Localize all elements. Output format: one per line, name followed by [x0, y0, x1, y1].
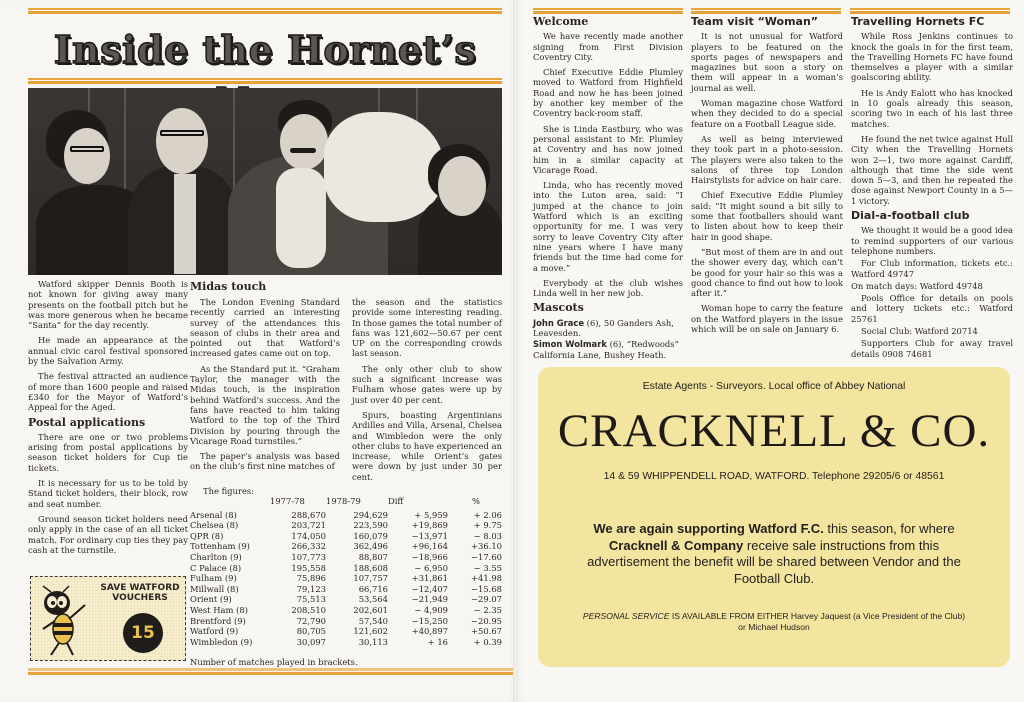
advert-service-text [578, 611, 970, 633]
mascot-entry [533, 339, 683, 360]
value-cell: +40,897 [411, 626, 448, 637]
paragraph: Watford skipper Dennis Booth is not known for giving away many presents on the football pitch but he was more generous when he became “Santa” for the day recently. [28, 279, 188, 331]
value-cell: − 2.35 [473, 604, 502, 615]
value-cell: 88,807 [358, 551, 388, 562]
value-cell: + 9.75 [473, 520, 502, 531]
paragraph: It is not unusual for Watford players to be featured on the sports pages of newspapers and magazines but soon a story on them will appear in a woman’s journal as well. [691, 31, 843, 93]
club-cell: Orient (9) [190, 594, 232, 605]
value-cell: 66,716 [358, 583, 388, 594]
value-cell: 30,113 [358, 636, 388, 647]
woman-column [691, 15, 843, 339]
value-cell: −15.68 [471, 583, 502, 594]
orange-rule [850, 8, 1010, 14]
page-title: Inside the Hornet’s [53, 27, 477, 72]
woman-heading: Team visit “Woman” [691, 15, 819, 28]
dial-section [851, 211, 1013, 359]
mascot-details: (6), “Redwoods” California Lane, Bushey Heath. [533, 339, 679, 360]
value-cell: + 5,959 [414, 509, 448, 520]
advert-text: IS AVAILABLE FROM EITHER Harvey Jaquest (a Vice President of the Club) or Michael Hudson [669, 611, 966, 632]
paragraph: The paper’s analysis was based on the club’s first nine matches of [190, 451, 340, 472]
phone-entry: Supporters Club for away travel details 0908 74681 [851, 338, 1013, 359]
paragraph: The London Evening Standard recently carried an interesting survey of the attendances this season of clubs in their area and pointed out that Watford’s increased gates came out on top. [190, 297, 340, 359]
paragraph: the season and the statistics provide some interesting reading. In those games the total number of fans was 121,602—50.67 per cent UP on the corresponding crowds last season. [352, 297, 502, 359]
travelling-column [851, 15, 1013, 361]
attendance-table [190, 496, 502, 647]
value-cell: +19,869 [411, 520, 448, 531]
advert-italic-text: PERSONAL SERVICE [582, 611, 670, 621]
voucher-title: SAVE WATFORD VOUCHERS [100, 583, 180, 603]
advert-bold-text: We are again supporting Watford F.C. [593, 521, 824, 536]
mascot-name: Simon Wolmark [533, 339, 607, 350]
club-cell: Wimbledon (9) [190, 636, 253, 647]
table-row [190, 594, 502, 605]
midas-column-2 [352, 297, 502, 487]
value-cell: + 16 [427, 636, 448, 647]
paragraph: The only other club to show such a significant increase was Fulham whose gates were up by just over 40 per cent. [352, 363, 502, 405]
value-cell: −20.95 [471, 615, 502, 626]
paragraph: Spurs, boasting Argentinians Ardilles and Villa, Arsenal, Chelsea and Wimbledon were the only other clubs to have experienced an increase, while Orient’s gates were down by just under 30 per cent. [352, 409, 502, 482]
value-cell: − 8.03 [473, 530, 502, 541]
phone-entry: Social Club: Watford 20714 [861, 326, 978, 337]
value-cell: 362,496 [353, 541, 388, 552]
column-header: 1978-79 [326, 496, 361, 506]
value-cell: +31,861 [411, 573, 448, 584]
table-row [190, 605, 502, 616]
table-row [190, 563, 502, 574]
travelling-heading: Travelling Hornets FC [851, 15, 985, 28]
column-header: 1977-78 [270, 496, 305, 506]
value-cell: 174,050 [291, 530, 326, 541]
value-cell: +50.67 [471, 626, 502, 637]
column-header: Diff [388, 496, 404, 506]
club-cell: Brentford (9) [190, 615, 246, 626]
value-cell: 53,564 [358, 594, 388, 605]
value-cell: 266,332 [291, 541, 326, 552]
value-cell: 107,757 [353, 573, 388, 584]
table-row [190, 531, 502, 542]
phone-entry: Pools Office for details on pools and lottery tickets etc.: Watford 25761 [851, 293, 1013, 324]
paragraph: He found the net twice against Hull City when the Travelling Hornets won 2—1, two more against Cardiff, although that time the side went down 5—3, and then he repeated the dose against Newport County in a 5—1 victory. [851, 133, 1013, 206]
value-cell: 80,705 [296, 626, 326, 637]
value-cell: 79,123 [296, 583, 326, 594]
value-cell: +36.10 [471, 541, 502, 552]
advert-company-name: CRACKNELL & CO. [557, 405, 991, 457]
club-cell: Tottenham (9) [190, 541, 250, 552]
mascots-section [533, 303, 683, 359]
value-cell: −18,966 [411, 551, 448, 562]
paragraph: Ground season ticket holders need only apply in the case of an all ticket match. For ordinary cup ties they pay cash at the turnstile. [28, 513, 188, 555]
value-cell: 121,602 [353, 626, 388, 637]
voucher-coupon [30, 576, 186, 661]
advert-text: this season, for where [823, 521, 955, 536]
value-cell: 72,790 [296, 615, 326, 626]
value-cell: 75,513 [296, 594, 326, 605]
paragraph: As well as being interviewed they took part in a photo-session. The players were also taken to the salons of three top London Hairstylists for advice on hair care. [691, 133, 843, 186]
table-row [190, 573, 502, 584]
club-cell: Millwall (8) [190, 583, 239, 594]
column-header: % [472, 496, 480, 506]
value-cell: 30,097 [296, 636, 326, 647]
table-row [190, 510, 502, 521]
paragraph: Linda, who has recently moved into the Luton area, said: “I jumped at the chance to join Watford which is an exciting opportunity for me. I was very sorry to leave Coventry City after nine years where I have many friends but the time had come for a move.” [533, 180, 683, 273]
orange-rule [28, 668, 514, 675]
paragraph: Woman magazine chose Watford when they decided to do a special feature on a Football League side. [691, 98, 843, 129]
table-row [190, 626, 502, 637]
value-cell: +41.98 [471, 573, 502, 584]
dial-heading: Dial-a-football club [851, 209, 970, 223]
orange-rule [28, 78, 502, 84]
hornet-mascot-icon [37, 585, 93, 657]
club-cell: Charlton (9) [190, 551, 242, 562]
paragraph: She is Linda Eastbury, who was personal assistant to Mr. Plumley at Coventry and has now joined him in a similar capacity at Vicarage Road. [533, 123, 683, 175]
table-header-row [190, 496, 502, 510]
value-cell: 288,670 [291, 509, 326, 520]
welcome-column [533, 15, 683, 361]
table-row [190, 520, 502, 531]
value-cell: 188,608 [353, 562, 388, 573]
paragraph: “But most of them are in and out the shower every day, which can’t be good for your hair so this was a good chance to find out how to look after it.” [691, 246, 843, 299]
figures-label: The figures: [203, 486, 255, 496]
value-cell: 208,510 [291, 604, 326, 615]
club-cell: Chelsea (8) [190, 520, 239, 531]
club-cell: Fulham (9) [190, 573, 237, 584]
mascot-name: John Grace [533, 317, 585, 328]
paragraph: He made an appearance at the annual civic carol festival sponsored by the Salvation Army. [28, 335, 188, 367]
club-cell: West Ham (8) [190, 604, 248, 615]
paragraph: Chief Executive Eddie Plumley moved to Watford from Highfield Road and now he has been joined by another key member of the Coventry back-room staff. [533, 67, 683, 119]
value-cell: −21,949 [411, 594, 448, 605]
value-cell: − 3.55 [473, 562, 502, 573]
value-cell: + 2.06 [473, 509, 502, 520]
value-cell: − 4,909 [414, 604, 448, 615]
value-cell: 202,601 [353, 604, 388, 615]
postal-heading: Postal applications [28, 415, 146, 429]
value-cell: − 6,950 [414, 562, 448, 573]
table-row [190, 584, 502, 595]
value-cell: 160,079 [353, 530, 388, 541]
paragraph: We have recently made another signing from First Division Coventry City. [533, 31, 683, 62]
mascot-entry [533, 318, 683, 339]
paragraph: Woman hope to carry the feature on the Watford players in the issue which will be on sale on January 6. [691, 303, 843, 335]
advert-address: 14 & 59 WHIPPENDELL ROAD, WATFORD. Telephone 29205/6 or 48561 [603, 471, 945, 482]
club-cell: Arsenal (8) [190, 509, 237, 520]
mascots-heading: Mascots [533, 301, 584, 315]
advert-bold-text: Cracknell & Company [608, 537, 744, 553]
table-row [190, 541, 502, 552]
advert-tagline: Estate Agents - Surveyors. Local office of Abbey National [642, 381, 906, 392]
table-row [190, 616, 502, 627]
value-cell: −17.60 [471, 551, 502, 562]
value-cell: −15,250 [411, 615, 448, 626]
value-cell: 57,540 [358, 615, 388, 626]
value-cell: −13,971 [411, 530, 448, 541]
mascot-details: (6), 50 Ganders Ash, Leavesden. [533, 317, 674, 339]
paragraph: Everybody at the club wishes Linda well in her new job. [533, 277, 683, 299]
value-cell: 203,721 [291, 520, 326, 531]
value-cell: 107,773 [291, 551, 326, 562]
advert-support-text [578, 521, 970, 587]
paragraph: We thought it would be a good idea to remind supporters of our various telephone numbers. [851, 225, 1013, 256]
table-body [190, 510, 502, 648]
value-cell: −12,407 [411, 583, 448, 594]
paragraph: Chief Executive Eddie Plumley said: “It might sound a bit silly to some that footballers should want to listen about how to keep their hair in good shape. [691, 190, 843, 242]
column-header [190, 496, 270, 510]
phone-entry: On match days: Watford 49748 [851, 280, 983, 291]
paragraph: It is necessary for us to be told by Stand ticket holders, their block, row and seat number. [28, 478, 188, 509]
orange-rule [28, 8, 502, 14]
orange-rule [691, 8, 841, 14]
value-cell: 223,590 [353, 520, 388, 531]
paragraph: He is Andy Ealott who has knocked in 10 goals already this season, scoring two in each of his last three matches. [851, 87, 1013, 129]
value-cell: +96,164 [411, 541, 448, 552]
club-cell: C Palace (8) [190, 562, 242, 573]
paragraph: There are one or two problems arising from postal applications by season ticket holders for Cup tie tickets. [28, 431, 188, 473]
value-cell: 294,629 [353, 509, 388, 520]
table-note: Number of matches played in brackets. [190, 657, 358, 667]
club-cell: Watford (9) [190, 626, 239, 637]
welcome-heading: Welcome [533, 15, 589, 28]
club-cell: QPR (8) [190, 530, 224, 541]
midas-column-1 [190, 297, 340, 477]
cracknell-advert [538, 367, 1010, 667]
orange-rule [533, 8, 683, 14]
santa-story [28, 279, 188, 560]
table-row [190, 637, 502, 648]
voucher-number: 15 [123, 613, 163, 653]
paragraph: As the Standard put it. “Graham Taylor, the manager with the Midas touch, is the inspiration behind Watford’s success. And the fans have reacted to him taking Watford to the top of the Third Division by pouring through the Vicarage Road turnstiles.” [190, 363, 340, 446]
value-cell: −29.07 [471, 594, 502, 605]
advert-text: receive sale instructions from this advertisement the benefit will be shared between Vendor and the Football Club. [587, 537, 961, 586]
value-cell: + 0.39 [473, 636, 502, 647]
phone-entry: For Club information, tickets etc.: Watford 49747 [851, 258, 1013, 279]
paragraph: The festival attracted an audience of more than 1600 people and raised £340 for the Mayor of Watford’s Appeal for the Aged. [28, 371, 188, 413]
value-cell: 75,896 [296, 573, 326, 584]
paragraph: While Ross Jenkins continues to knock the goals in for the first team, the Travelling Hornets FC have found themselves a player with a similar goalscoring ability. [851, 31, 1013, 83]
midas-heading: Midas touch [190, 280, 267, 293]
table-row [190, 552, 502, 563]
santa-photo [28, 88, 502, 275]
value-cell: 195,558 [291, 562, 326, 573]
